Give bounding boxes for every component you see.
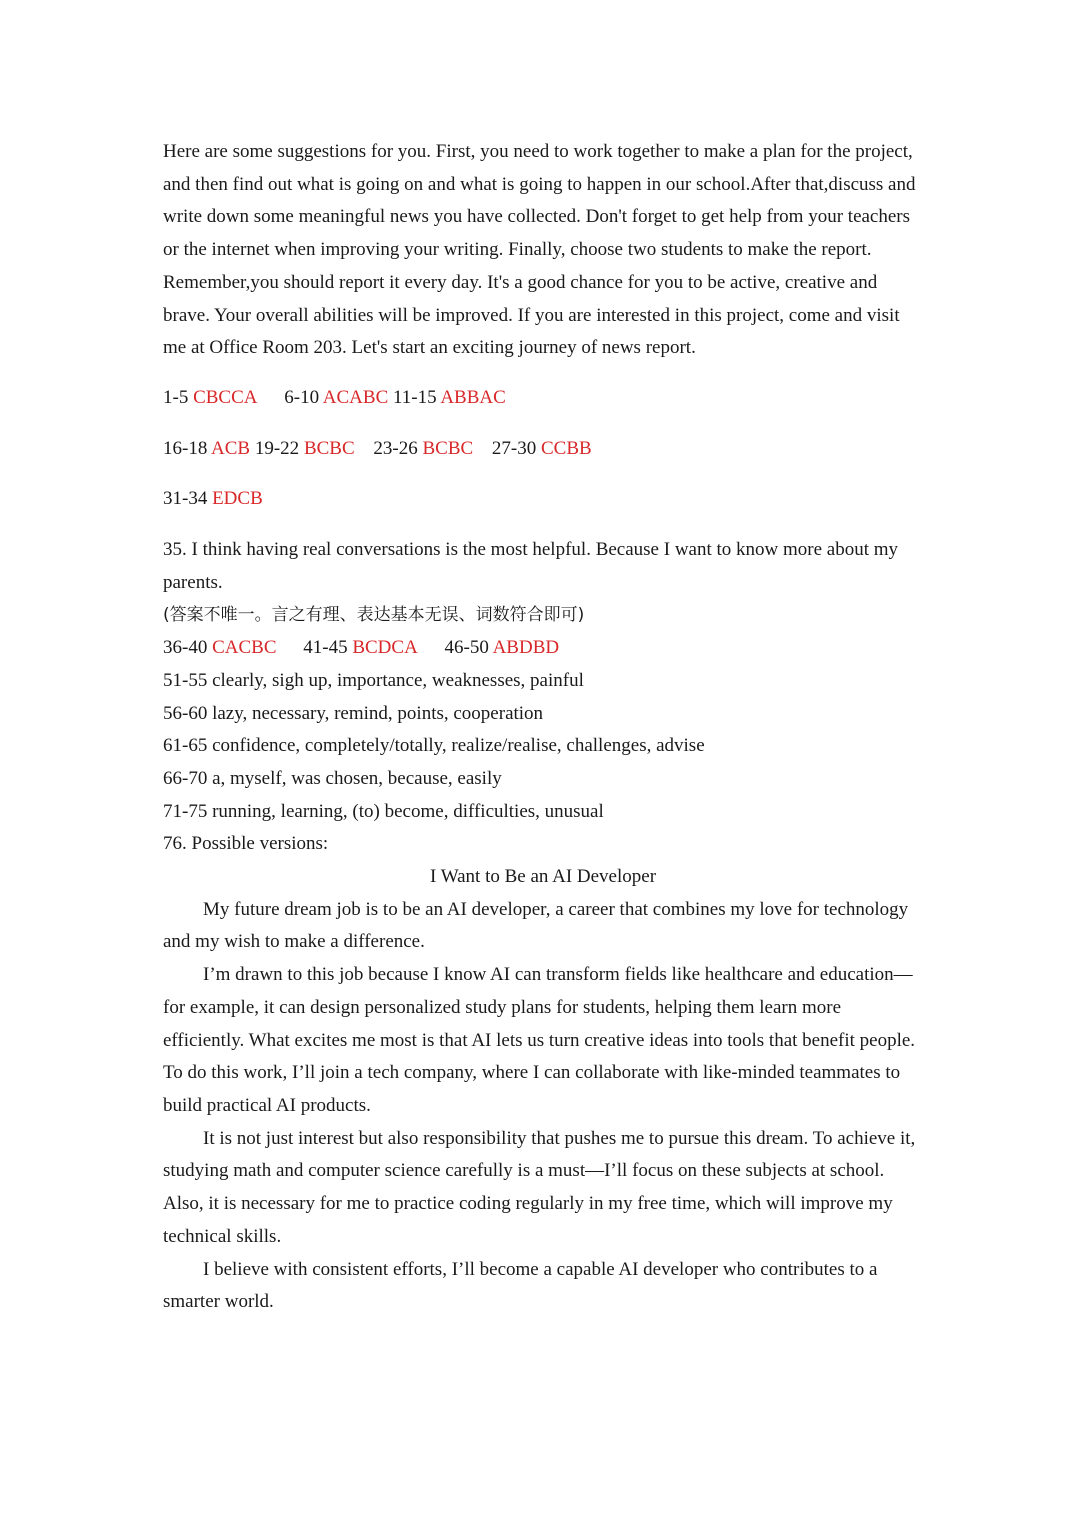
- range-label: 36-40: [163, 637, 208, 659]
- question-76-label: 76. Possible versions:: [163, 833, 329, 855]
- answer-key-page: [163, 136, 923, 1319]
- question-35-answer: 35. I think having real conversations is the most helpful. Because I want to know more about my parents.: [163, 539, 899, 593]
- answers-row-16-30: [163, 433, 923, 466]
- answer-letters: BCBC: [422, 437, 474, 459]
- range-label: 6-10: [284, 386, 320, 408]
- question-35-note: (答案不唯一。言之有理、表达基本无误、词数符合即可): [163, 605, 585, 626]
- range-label: 31-34: [163, 488, 208, 510]
- word-answers-61-65: 61-65 confidence, completely/totally, realize/realise, challenges, advise: [163, 735, 705, 757]
- range-label: 19-22: [254, 437, 300, 459]
- answer-letters: BCBC: [303, 437, 355, 459]
- answers-row-31-34: [163, 483, 923, 516]
- word-answers-71-75: 71-75 running, learning, (to) become, difficulties, unusual: [163, 800, 604, 822]
- essay-paragraph: It is not just interest but also responsibility that pushes me to pursue this dream. To achieve it, studying math and computer science carefully is a must—I’ll focus on these subjects at school. Also, it is necessary for me to practice coding regularly in my free time, which will improve my technical skills.: [163, 1127, 916, 1247]
- word-answers-66-70: 66-70 a, myself, was chosen, because, easily: [163, 767, 502, 789]
- answers-row-1-15: [163, 382, 923, 415]
- answer-letters: ABDBD: [492, 637, 560, 659]
- answer-letters: BCDCA: [352, 637, 418, 659]
- range-label: 46-50: [444, 637, 489, 659]
- essay-paragraph: I’m drawn to this job because I know AI can transform fields like healthcare and education—for example, it can design personalized study plans for students, helping them learn more efficiently. What excites me most is that AI lets us turn creative ideas into tools that benefit people. To do this work, I’ll join a tech company, where I can collaborate with like-minded teammates to build practical AI products.: [163, 964, 916, 1116]
- answer-letters: ACB: [211, 437, 251, 459]
- range-label: 23-26: [373, 437, 418, 459]
- answer-letters: CBCCA: [193, 386, 258, 408]
- range-label: 11-15: [393, 386, 437, 408]
- word-answers-56-60: 56-60 lazy, necessary, remind, points, cooperation: [163, 702, 544, 724]
- answers-row-36-50: [163, 632, 923, 665]
- answer-letters: CACBC: [212, 637, 277, 659]
- essay-title: I Want to Be an AI Developer: [429, 866, 657, 888]
- intro-paragraph: Here are some suggestions for you. First, you need to work together to make a plan for the project, and then find out what is going on and what is going to happen in our school.After that,discuss and write down some meaningful news you have collected. Don't forget to get help from your teachers or the internet when improving your writing. Finally, choose two students to make the report. Remember,you should report it every day. It's a good chance for you to be active, creative and brave. Your overall abilities will be improved. If you are interested in this project, come and visit me at Office Room 203. Let's start an exciting journey of news report.: [163, 141, 916, 359]
- essay-paragraph: My future dream job is to be an AI developer, a career that combines my love for technology and my wish to make a difference.: [163, 898, 909, 953]
- answer-letters: CCBB: [541, 437, 592, 459]
- range-label: 16-18: [163, 437, 208, 459]
- answer-letters: EDCB: [212, 488, 263, 510]
- range-label: 41-45: [303, 637, 348, 659]
- answer-letters: ABBAC: [440, 386, 506, 408]
- range-label: 27-30: [491, 437, 537, 459]
- answer-letters: ACABC: [322, 386, 389, 408]
- essay-paragraph: I believe with consistent efforts, I’ll become a capable AI developer who contributes to a smarter world.: [163, 1258, 878, 1313]
- word-answers-51-55: 51-55 clearly, sigh up, importance, weaknesses, painful: [163, 669, 584, 691]
- range-label: 1-5: [163, 386, 189, 408]
